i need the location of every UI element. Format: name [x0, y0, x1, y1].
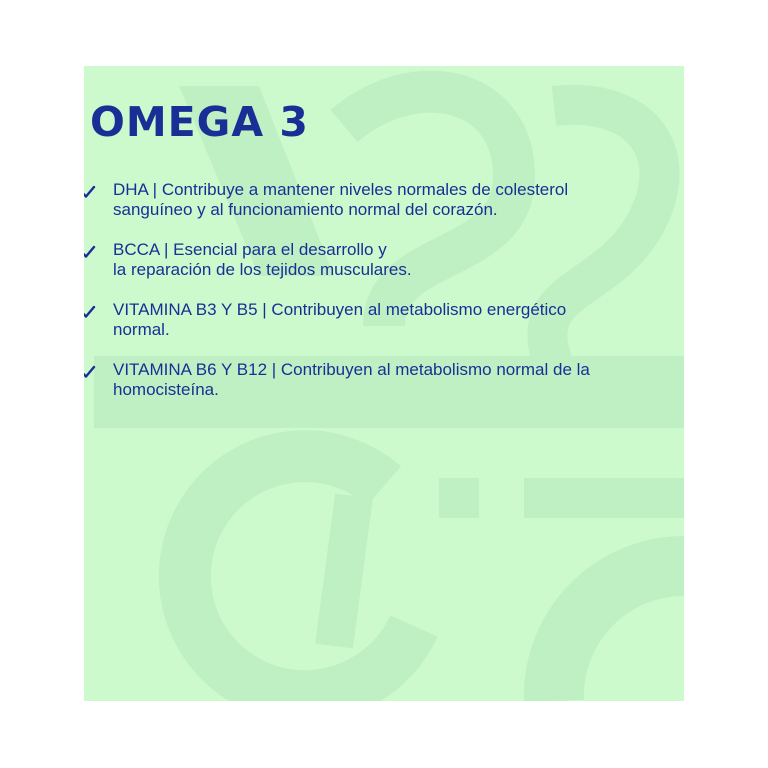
list-item [84, 300, 684, 340]
benefit-text-line: VITAMINA B3 Y B5 | Contribuyen al metabolismo energético [113, 300, 567, 319]
list-item [84, 240, 684, 280]
checkmark-icon [84, 245, 96, 259]
checkmark-icon [84, 185, 96, 199]
benefit-text-line: BCCA | Esencial para el desarrollo y [113, 240, 387, 259]
benefit-text-line: homocisteína. [113, 380, 219, 399]
checkmark-icon [84, 365, 96, 379]
benefit-text-line: VITAMINA B6 Y B12 | Contribuyen al metabolismo normal de la [113, 360, 590, 379]
benefits-list [84, 180, 684, 420]
benefit-text-line: normal. [113, 320, 170, 339]
page-title: OMEGA 3 [90, 98, 309, 146]
card-content [84, 66, 684, 701]
benefit-text-line: DHA | Contribuye a mantener niveles normales de colesterol [113, 180, 569, 199]
checkmark-icon [84, 305, 96, 319]
benefit-text-line: la reparación de los tejidos musculares. [113, 260, 412, 279]
list-item [84, 180, 684, 220]
list-item [84, 360, 684, 400]
benefit-text-line: sanguíneo y al funcionamiento normal del corazón. [113, 200, 498, 219]
product-info-card [84, 66, 684, 701]
